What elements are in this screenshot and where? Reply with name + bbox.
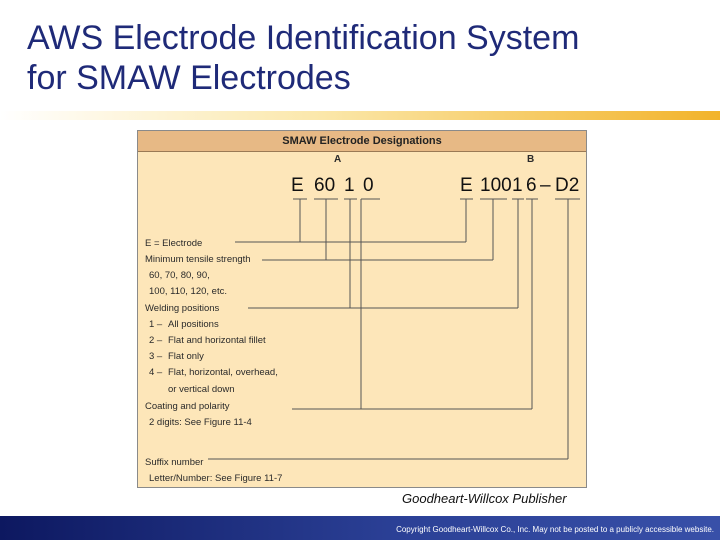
figure-header: SMAW Electrode Designations xyxy=(138,131,586,152)
code-b-dash: – xyxy=(540,175,551,196)
code-b-e: E xyxy=(460,175,473,196)
copyright-notice: Copyright Goodheart-Willcox Co., Inc. May not be posted to a publicly accessible website. xyxy=(396,525,714,534)
legend-pos3-num: 3 – xyxy=(149,351,163,362)
legend-pos2-text: Flat and horizontal fillet xyxy=(168,335,266,346)
legend-suffix-title: Suffix number xyxy=(145,457,204,468)
legend-welding-title: Welding positions xyxy=(145,303,220,314)
code-a-position: 1 xyxy=(344,175,355,196)
legend-suffix-detail: Letter/Number: See Figure 11-7 xyxy=(149,473,283,484)
legend-coating-title: Coating and polarity xyxy=(145,401,230,412)
code-b-position: 1 xyxy=(512,175,523,196)
title-divider xyxy=(0,111,720,120)
code-a-coating: 0 xyxy=(363,175,374,196)
legend-tensile-values-2: 100, 110, 120, etc. xyxy=(149,286,227,297)
legend-pos4-text-2: or vertical down xyxy=(168,384,235,395)
code-a-e: E xyxy=(291,175,304,196)
legend-pos3-text: Flat only xyxy=(168,351,204,362)
legend-pos2-num: 2 – xyxy=(149,335,163,346)
legend-electrode: E = Electrode xyxy=(145,238,203,249)
legend-tensile-values-1: 60, 70, 80, 90, xyxy=(149,270,210,281)
legend-pos1-num: 1 – xyxy=(149,319,163,330)
legend-tensile-title: Minimum tensile strength xyxy=(145,254,251,265)
column-b-label: B xyxy=(527,154,535,165)
code-a-strength: 60 xyxy=(314,175,336,196)
column-a-label: A xyxy=(334,154,342,165)
legend-coating-detail: 2 digits: See Figure 11-4 xyxy=(149,417,252,428)
legend-pos4-text: Flat, horizontal, overhead, xyxy=(168,367,278,378)
legend-pos4-num: 4 – xyxy=(149,367,163,378)
title-line-2: for SMAW Electrodes xyxy=(27,59,351,97)
code-b-coating: 6 xyxy=(526,175,537,196)
slide-title xyxy=(27,18,707,98)
legend-pos1-text: All positions xyxy=(168,319,219,330)
code-b-strength: 100 xyxy=(480,175,512,196)
publisher-credit: Goodheart-Willcox Publisher xyxy=(402,491,567,506)
title-line-1: AWS Electrode Identification System xyxy=(27,19,580,57)
electrode-designation-figure xyxy=(137,130,587,488)
code-b-suffix: D2 xyxy=(555,175,580,196)
